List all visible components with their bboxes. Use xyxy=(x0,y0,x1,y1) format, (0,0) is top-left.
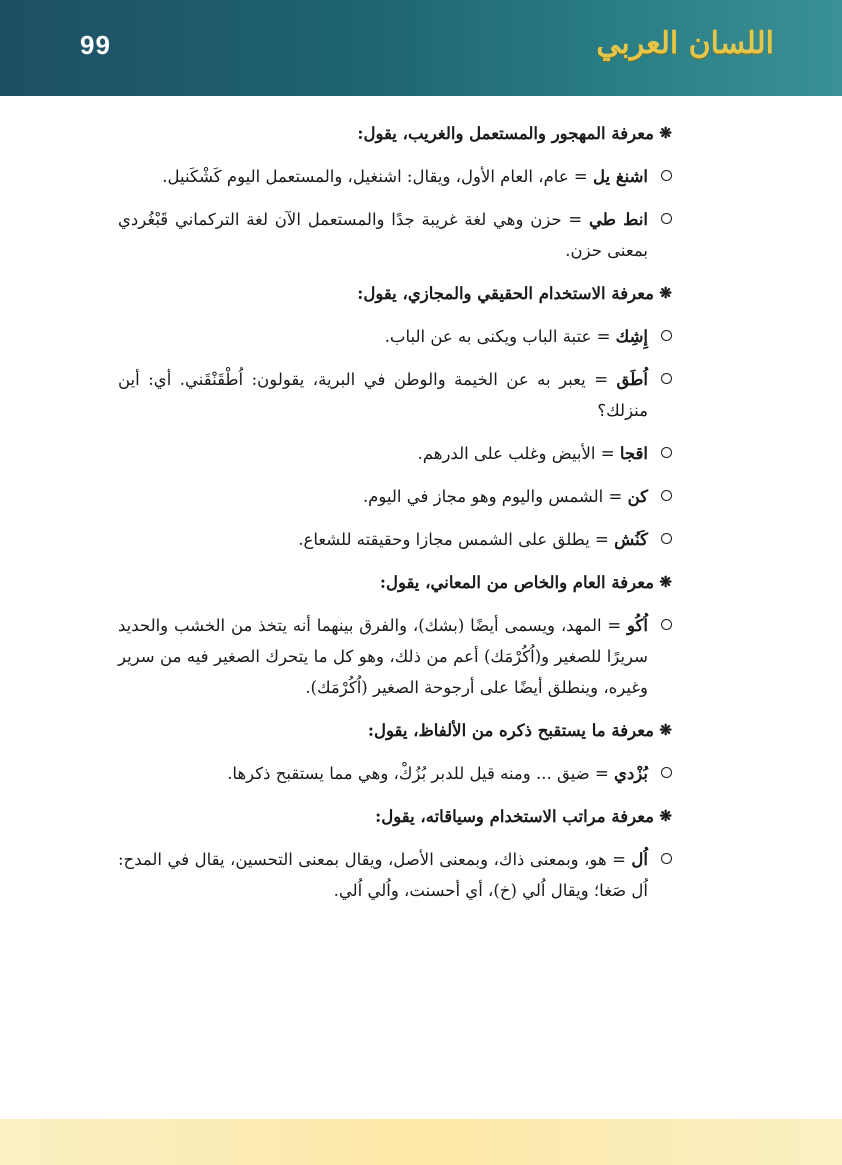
definition: = المهد، ويسمى أيضًا (بشك)، والفرق بينهما أنه يتخذ من الخشب والحديد سريرًا للصغير و(اُكُرْمَك) أعم من ذلك، وهو كل ما يتحرك الصغير فيه من سرير وغيره، وينطلق أيضًا على أرجوحة الصغير (اُكُرْمَك). xyxy=(118,616,648,697)
term: إِشِك xyxy=(615,327,648,346)
term: انط طي xyxy=(589,210,649,229)
logo: اللسان العربي xyxy=(596,26,774,61)
definition: = عتبة الباب ويكنى به عن الباب. xyxy=(384,327,616,346)
term: اُكُو xyxy=(627,616,648,635)
term: بُزْدي xyxy=(614,764,648,783)
circle-bullet-icon xyxy=(661,447,672,458)
circle-bullet-icon xyxy=(661,213,672,224)
asterism-icon: ❋ xyxy=(659,284,672,302)
definition: = عام، العام الأول، ويقال: اشنغيل، والمستعمل اليوم كَشْكَنيل. xyxy=(162,167,593,186)
section-heading: ❋ معرفة العام والخاص من المعاني، يقول: xyxy=(118,567,672,598)
section-heading: ❋ معرفة مراتب الاستخدام وسياقاته، يقول: xyxy=(118,801,672,832)
page-number: 99 xyxy=(80,30,111,60)
list-item xyxy=(118,204,672,266)
circle-bullet-icon xyxy=(661,373,672,384)
list-item xyxy=(118,481,672,512)
term: اشنغ يل xyxy=(592,167,648,186)
circle-bullet-icon xyxy=(661,533,672,544)
circle-bullet-icon xyxy=(661,490,672,501)
definition: = هو، وبمعنى ذاك، وبمعنى الأصل، ويقال بمعنى التحسين، يقال في المدح: اُل صَغا؛ ويقال اُلي (خ)، أي أحسنت، واُلي اُلي. xyxy=(118,850,648,900)
definition: = يعبر به عن الخيمة والوطن في البرية، يقولون: اُطْقَنْقَني. أي: أين منزلك؟ xyxy=(118,370,648,420)
term: كن xyxy=(627,487,648,506)
page-content xyxy=(118,118,672,918)
term: كَنُش xyxy=(614,530,648,549)
section-heading: ❋ معرفة الاستخدام الحقيقي والمجازي، يقول: xyxy=(118,278,672,309)
term: اُطَق xyxy=(616,370,648,389)
term: اُل xyxy=(631,850,648,869)
list-item xyxy=(118,364,672,426)
list-item xyxy=(118,438,672,469)
definition: = ضيق ... ومنه قيل للدبر بُزُكْ، وهي مما يستقبح ذكرها. xyxy=(227,764,615,783)
list-item xyxy=(118,758,672,789)
asterism-icon: ❋ xyxy=(659,721,672,739)
term: اقجا xyxy=(619,444,648,463)
circle-bullet-icon xyxy=(661,330,672,341)
asterism-icon: ❋ xyxy=(659,573,672,591)
circle-bullet-icon xyxy=(661,853,672,864)
list-item xyxy=(118,321,672,352)
circle-bullet-icon xyxy=(661,619,672,630)
definition: = حزن وهي لغة غريبة جدًا والمستعمل الآن لغة التركماني قَبْغُردي بمعنى حزن. xyxy=(118,210,648,260)
section-heading: ❋ معرفة ما يستقبح ذكره من الألفاظ، يقول: xyxy=(118,715,672,746)
circle-bullet-icon xyxy=(661,170,672,181)
list-item xyxy=(118,161,672,192)
list-item xyxy=(118,524,672,555)
asterism-icon: ❋ xyxy=(659,124,672,142)
list-item xyxy=(118,610,672,703)
list-item xyxy=(118,844,672,906)
definition: = الأبيض وغلب على الدرهم. xyxy=(417,444,620,463)
page-header xyxy=(0,0,842,96)
definition: = يطلق على الشمس مجازا وحقيقته للشعاع. xyxy=(298,530,615,549)
definition: = الشمس واليوم وهو مجاز في اليوم. xyxy=(362,487,628,506)
circle-bullet-icon xyxy=(661,767,672,778)
section-heading: ❋ معرفة المهجور والمستعمل والغريب، يقول: xyxy=(118,118,672,149)
footer-band xyxy=(0,1119,842,1165)
asterism-icon: ❋ xyxy=(659,807,672,825)
